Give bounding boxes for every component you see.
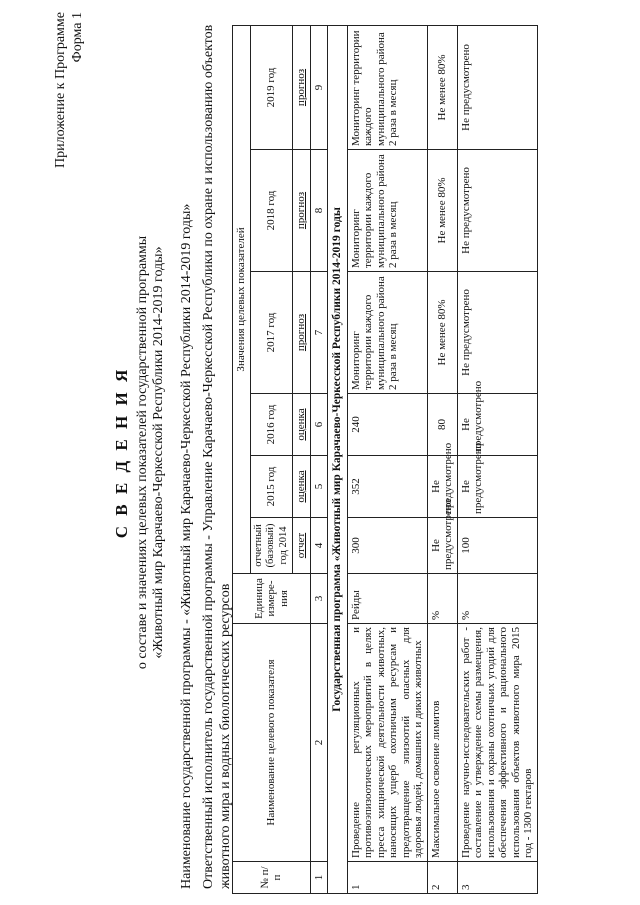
row-value: Не менее 80% — [427, 150, 457, 272]
column-number: 6 — [310, 394, 328, 456]
appendix-line-1: Приложение к Программе — [53, 12, 68, 168]
header-kind: отчет — [293, 518, 311, 574]
column-number: 8 — [310, 150, 328, 272]
header-year: 2019 год — [250, 25, 293, 149]
header-name: Наименование целевого показателя — [233, 624, 311, 862]
row-value: Не предусмотрено — [457, 272, 537, 394]
column-number: 2 — [310, 624, 328, 862]
column-number-row — [310, 25, 328, 893]
row-value: Не предусмотрено — [457, 456, 537, 518]
appendix-line-2: Форма 1 — [70, 12, 85, 63]
row-value: Не предусмотрено — [457, 150, 537, 272]
row-value: Не предусмотрено — [427, 456, 457, 518]
indicators-table — [232, 25, 538, 894]
row-value: 100 — [457, 518, 537, 574]
header-values-group: Значения целевых показателей — [233, 25, 251, 573]
row-value: Не предусмотрено — [427, 518, 457, 574]
document-title — [112, 0, 167, 905]
row-unit: % — [427, 574, 457, 624]
title-main: С В Е Д Е Н И Я — [112, 366, 131, 539]
table-row — [457, 25, 537, 893]
section-row — [328, 25, 348, 893]
column-number: 4 — [310, 518, 328, 574]
column-number: 5 — [310, 456, 328, 518]
header-year: 2018 год — [250, 150, 293, 272]
title-line-1: о составе и значениях целевых показателей государственной программы — [135, 235, 150, 670]
row-num: 3 — [457, 862, 537, 894]
row-value: Мониторинг территории каждого муниципального района 2 раза в месяц — [347, 272, 427, 394]
header-year: отчетный (базовый) год 2014 — [250, 518, 293, 574]
program-name-line: Наименование государственной программы - «Животный мир Карачаево-Черкесской Республики 2014-2019 годы» — [179, 203, 194, 889]
column-number: 3 — [310, 574, 328, 624]
row-indicator-name: Проведение научно-исследовательских работ - составление и утверждение схемы размещения, использования и охраны охотничьих угодий для обеспечения эффективного и рационального использования объектов животного мира 2015 год - 1300 гектаров — [457, 624, 537, 862]
column-number: 7 — [310, 272, 328, 394]
header-row-1 — [233, 25, 251, 893]
header-kind: оценка — [293, 394, 311, 456]
row-indicator-name: Максимальное освоение лимитов — [427, 624, 457, 862]
row-num: 1 — [347, 862, 427, 894]
column-number: 1 — [310, 862, 328, 894]
header-kind: прогноз — [293, 150, 311, 272]
table-row — [347, 25, 427, 893]
header-year: 2016 год — [250, 394, 293, 456]
row-value: 80 — [427, 394, 457, 456]
row-num: 2 — [427, 862, 457, 894]
table-row — [427, 25, 457, 893]
column-number: 9 — [310, 25, 328, 149]
row-value: Не менее 80% — [427, 272, 457, 394]
section-title: Государственная программа «Животный мир Карачаево-Черкесской Республики 2014-2019 годы — [328, 25, 348, 893]
row-unit: Рейды — [347, 574, 427, 624]
row-value: 352 — [347, 456, 427, 518]
row-value: Не предусмотрено — [457, 25, 537, 149]
row-value: Не менее 80% — [427, 25, 457, 149]
header-year: 2015 год — [250, 456, 293, 518]
header-kind: прогноз — [293, 25, 311, 149]
title-line-2: «Животный мир Карачаево-Черкесской Республики 2014-2019 годы» — [151, 246, 166, 659]
row-value: Мониторинг территории каждого муниципального района 2 раза в месяц — [347, 25, 427, 149]
header-kind: оценка — [293, 456, 311, 518]
executor-line: Ответственный исполнитель государственной программы - Управление Карачаево-Черкесской Республики по охране и использованию объектов животного мира и водных биологических ресурсов — [201, 24, 233, 889]
row-unit: % — [457, 574, 537, 624]
header-year: 2017 год — [250, 272, 293, 394]
header-kind: прогноз — [293, 272, 311, 394]
header-unit: Единица измере-ния — [233, 574, 311, 624]
row-indicator-name: Проведение регуляционных и противоэпизоотических мероприятий в целях пресса хищнической деятельности животных, наносящих ущерб охотничьим ресурсам и предотвращение эпизоотий опасных для здоровья людей, домашних и диких животных — [347, 624, 427, 862]
header-num: № п/п — [233, 862, 311, 894]
row-value: Мониторинг территории каждого муниципального района 2 раза в месяц — [347, 150, 427, 272]
row-value: 240 — [347, 394, 427, 456]
appendix-note — [52, 12, 86, 168]
row-value: 300 — [347, 518, 427, 574]
row-value: Не предусмотрено — [457, 394, 537, 456]
